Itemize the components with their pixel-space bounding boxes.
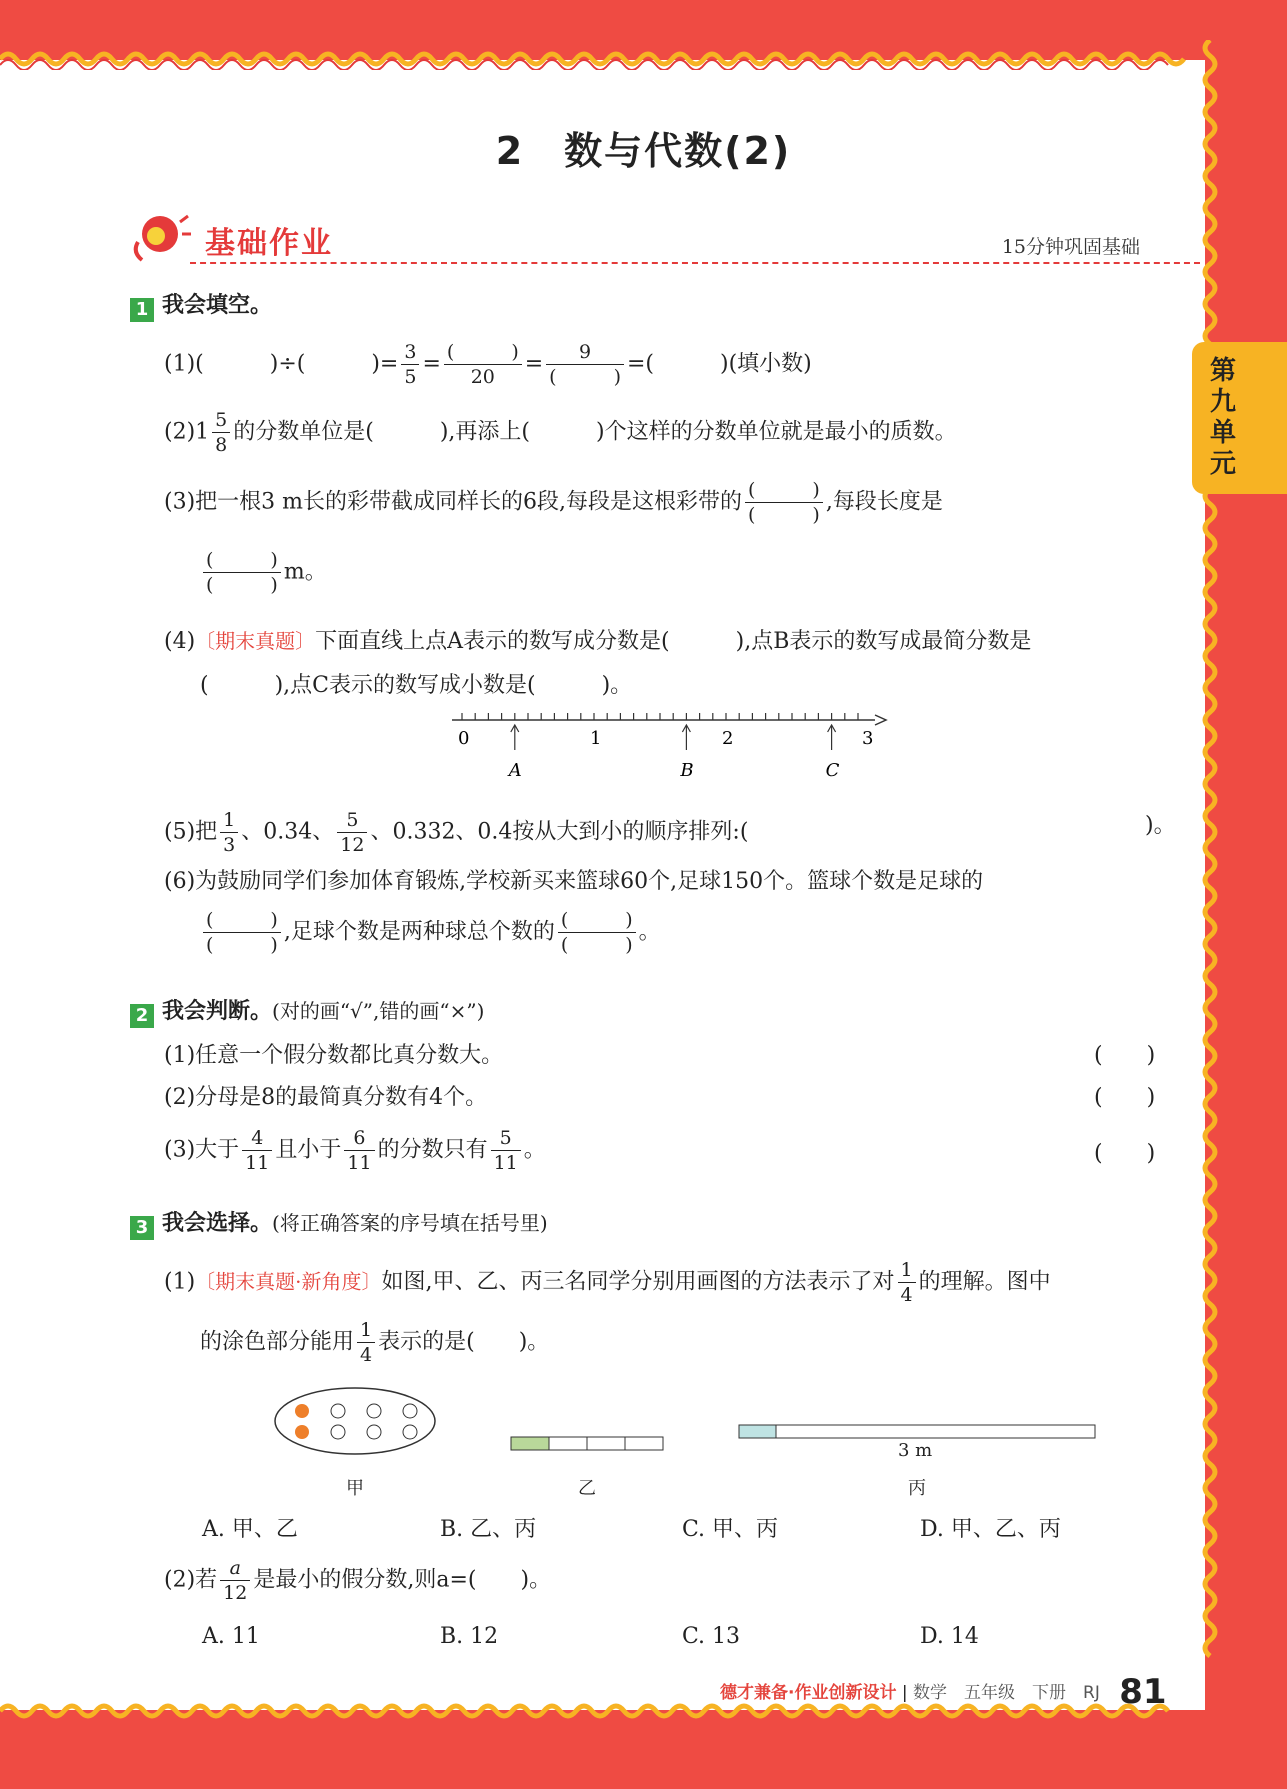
frac-den: 8 bbox=[215, 434, 228, 456]
q2-item3-answer[interactable]: ( ) bbox=[1094, 1141, 1156, 1166]
equals: = bbox=[524, 351, 544, 377]
frac-blank-den: ( ) bbox=[206, 574, 278, 596]
q1-item1-end: =( )(填小数) bbox=[627, 351, 812, 377]
right-wavy-border bbox=[1195, 40, 1225, 1730]
q2-hint: (对的画“√”,错的画“×”) bbox=[272, 999, 485, 1023]
q3-1-option-b[interactable]: B. 乙、丙 bbox=[440, 1517, 537, 1542]
figure-yi-bar bbox=[510, 1436, 666, 1452]
unit-tab-label: 第九单元 bbox=[1210, 356, 1237, 479]
frac-blank-num: ( ) bbox=[203, 548, 281, 573]
q1-heading bbox=[130, 288, 272, 322]
q3-hint: (将正确答案的序号填在括号里) bbox=[272, 1211, 548, 1235]
exam-tag: 〔期末真题·新角度〕 bbox=[195, 1269, 382, 1294]
figure-yi-label: 乙 bbox=[578, 1478, 596, 1499]
q3-number: 3 bbox=[130, 1216, 154, 1240]
q1-item3-cont bbox=[200, 548, 327, 597]
number-line-arrow bbox=[875, 715, 886, 725]
q3-1-option-c[interactable]: C. 甲、丙 bbox=[682, 1517, 779, 1542]
q1-item2-text2: 的分数单位是( ),再添上( )个这样的分数单位就是最小的质数。 bbox=[233, 419, 957, 445]
q3-item1-cont bbox=[200, 1318, 549, 1367]
q2-item3 bbox=[164, 1126, 546, 1175]
exam-tag: 〔期末真题〕 bbox=[195, 629, 316, 653]
section-note: 15分钟巩固基础 bbox=[1001, 236, 1140, 258]
q1-item4-text2: 下面直线上点A表示的数写成分数是( ),点B表示的数写成最简分数是 bbox=[315, 629, 1032, 654]
q1-item5 bbox=[164, 808, 748, 857]
q2-number: 2 bbox=[130, 1004, 154, 1028]
frac-num: 1 bbox=[898, 1258, 916, 1283]
frac-blank-den: ( ) bbox=[560, 934, 633, 956]
q3-2-option-a[interactable]: A. 11 bbox=[202, 1624, 260, 1649]
q1-item3 bbox=[164, 478, 943, 527]
frac-den: 11 bbox=[493, 1152, 518, 1174]
page-title: 2 数与代数(2) bbox=[495, 129, 792, 173]
section-label: 基础作业 bbox=[205, 226, 333, 261]
q3-item1-text5: 表示的是( )。 bbox=[378, 1329, 550, 1355]
figure-jia-oval bbox=[270, 1384, 440, 1458]
q1-item5-text: (5)把 bbox=[164, 819, 218, 845]
frac-num: 1 bbox=[357, 1318, 375, 1343]
q1-item5-text2: 、0.34、 bbox=[241, 819, 335, 845]
frac-den: 4 bbox=[360, 1344, 373, 1366]
q3-item1-text3: 的理解。图中 bbox=[918, 1269, 1051, 1295]
frac-den: 3 bbox=[223, 834, 236, 856]
q1-item2 bbox=[164, 408, 957, 457]
point-label-c: C bbox=[825, 760, 840, 781]
q1-item3-text: (3)把一根3 m长的彩带截成同样长的6段,每段是这根彩带的 bbox=[164, 489, 743, 515]
frac-den: 4 bbox=[900, 1284, 913, 1306]
q1-item4-text: (4) bbox=[164, 629, 196, 654]
q1-item3-text2: ,每段长度是 bbox=[825, 489, 943, 515]
footer-brand: 德才兼备·作业创新设计 bbox=[720, 1683, 897, 1703]
q1-item6: (6)为鼓励同学们参加体育锻炼,学校新买来篮球60个,足球150个。篮球个数是足球的 bbox=[164, 869, 984, 894]
q3-item1-text2: 如图,甲、乙、丙三名同学分别用画图的方法表示了对 bbox=[381, 1269, 895, 1295]
q1-item6-cont bbox=[200, 908, 661, 957]
frac-num: 5 bbox=[337, 808, 367, 833]
q3-item1-text: (1) bbox=[164, 1269, 196, 1295]
footer-info: 数学 五年级 下册 RJ bbox=[913, 1683, 1100, 1703]
number-line-label: 2 bbox=[722, 728, 734, 749]
q2-item1: (1)任意一个假分数都比真分数大。 bbox=[164, 1043, 504, 1068]
frac-den: 11 bbox=[245, 1152, 270, 1174]
frac-num: 9 bbox=[546, 340, 624, 365]
q3-item1-text4: 的涂色部分能用 bbox=[200, 1329, 355, 1355]
frac-blank-den: ( ) bbox=[748, 504, 820, 526]
frac-blank-num: ( ) bbox=[558, 908, 636, 933]
equals: = bbox=[422, 351, 441, 377]
frac-den: 12 bbox=[340, 834, 365, 856]
footer-separator: | bbox=[901, 1683, 908, 1703]
q1-item4-cont: ( ),点C表示的数写成小数是( )。 bbox=[200, 673, 633, 698]
unit-side-tab bbox=[1192, 342, 1287, 494]
q2-item1-answer[interactable]: ( ) bbox=[1094, 1043, 1156, 1068]
page-number: 81 bbox=[1119, 1672, 1167, 1712]
frac-blank-num: ( ) bbox=[745, 478, 823, 503]
q3-title: 我会选择。 bbox=[162, 1211, 273, 1236]
q3-2-option-c[interactable]: C. 13 bbox=[682, 1624, 741, 1649]
q1-title: 我会填空。 bbox=[162, 293, 273, 318]
frac-num: 5 bbox=[491, 1126, 521, 1151]
frac-den: 20 bbox=[470, 366, 495, 388]
point-label-a: A bbox=[508, 760, 522, 781]
q1-item2-text: (2)1 bbox=[164, 419, 210, 445]
section-header bbox=[130, 212, 1170, 272]
number-line bbox=[450, 708, 890, 790]
figure-bing-bar bbox=[738, 1424, 1098, 1440]
top-wavy-border bbox=[0, 48, 1220, 70]
frac-num: 4 bbox=[242, 1126, 272, 1151]
q3-1-option-a[interactable]: A. 甲、乙 bbox=[202, 1517, 298, 1542]
frac-den: ( ) bbox=[549, 366, 621, 388]
q2-item2: (2)分母是8的最简真分数有4个。 bbox=[164, 1085, 488, 1110]
q3-item2-text: (2)若 bbox=[164, 1567, 218, 1593]
frac-num: 5 bbox=[212, 408, 230, 433]
q1-item1-text: (1)( )÷( )= bbox=[164, 351, 399, 377]
frac-blank-num: ( ) bbox=[203, 908, 281, 933]
number-line-label: 3 bbox=[862, 728, 874, 749]
q2-heading bbox=[130, 994, 484, 1028]
q3-2-option-d[interactable]: D. 14 bbox=[920, 1624, 979, 1649]
frac-den: 5 bbox=[404, 366, 417, 388]
q2-item3-text: (3)大于 bbox=[164, 1137, 240, 1163]
frac-num: 3 bbox=[401, 340, 419, 365]
q1-item5-end: )。 bbox=[1145, 813, 1176, 838]
q3-heading bbox=[130, 1206, 548, 1240]
q2-title: 我会判断。 bbox=[162, 999, 273, 1024]
section-divider bbox=[190, 262, 1200, 264]
figure-bing-label: 丙 bbox=[908, 1478, 926, 1499]
frac-blank-den: ( ) bbox=[206, 934, 278, 956]
horn-icon bbox=[130, 212, 192, 267]
frac-den: 11 bbox=[347, 1152, 372, 1174]
q1-item6-text2: ,足球个数是两种球总个数的 bbox=[283, 919, 555, 945]
q1-item1 bbox=[164, 340, 812, 389]
q1-item6-text3: 。 bbox=[638, 919, 661, 945]
frac-num: 6 bbox=[344, 1126, 374, 1151]
frac-num: 1 bbox=[220, 808, 238, 833]
q1-item4 bbox=[164, 624, 1031, 655]
q3-item2 bbox=[164, 1556, 551, 1605]
figure-bing-length: 3 m bbox=[898, 1440, 933, 1461]
figure-jia-label: 甲 bbox=[346, 1478, 364, 1499]
q3-2-option-b[interactable]: B. 12 bbox=[440, 1624, 499, 1649]
q2-item3-text2: 且小于 bbox=[275, 1137, 342, 1163]
q3-item2-text2: 是最小的假分数,则a=( )。 bbox=[253, 1567, 552, 1593]
frac-num: ( ) bbox=[444, 340, 522, 365]
q2-item3-end: 。 bbox=[523, 1137, 546, 1163]
q1-number: 1 bbox=[130, 298, 154, 322]
frac-num: a bbox=[220, 1556, 250, 1581]
q3-1-option-d[interactable]: D. 甲、乙、丙 bbox=[920, 1517, 1061, 1542]
q2-item2-answer[interactable]: ( ) bbox=[1094, 1085, 1156, 1110]
number-line-label: 0 bbox=[458, 728, 470, 749]
point-label-b: B bbox=[680, 760, 694, 781]
q3-item1 bbox=[164, 1258, 1051, 1307]
footer bbox=[720, 1672, 1167, 1712]
frac-den: 12 bbox=[223, 1582, 248, 1604]
number-line-label: 1 bbox=[590, 728, 602, 749]
q1-item3-text3: m。 bbox=[283, 559, 327, 585]
q1-item5-text3: 、0.332、0.4按从大到小的顺序排列:( bbox=[370, 819, 749, 845]
q2-item3-text3: 的分数只有 bbox=[377, 1137, 488, 1163]
